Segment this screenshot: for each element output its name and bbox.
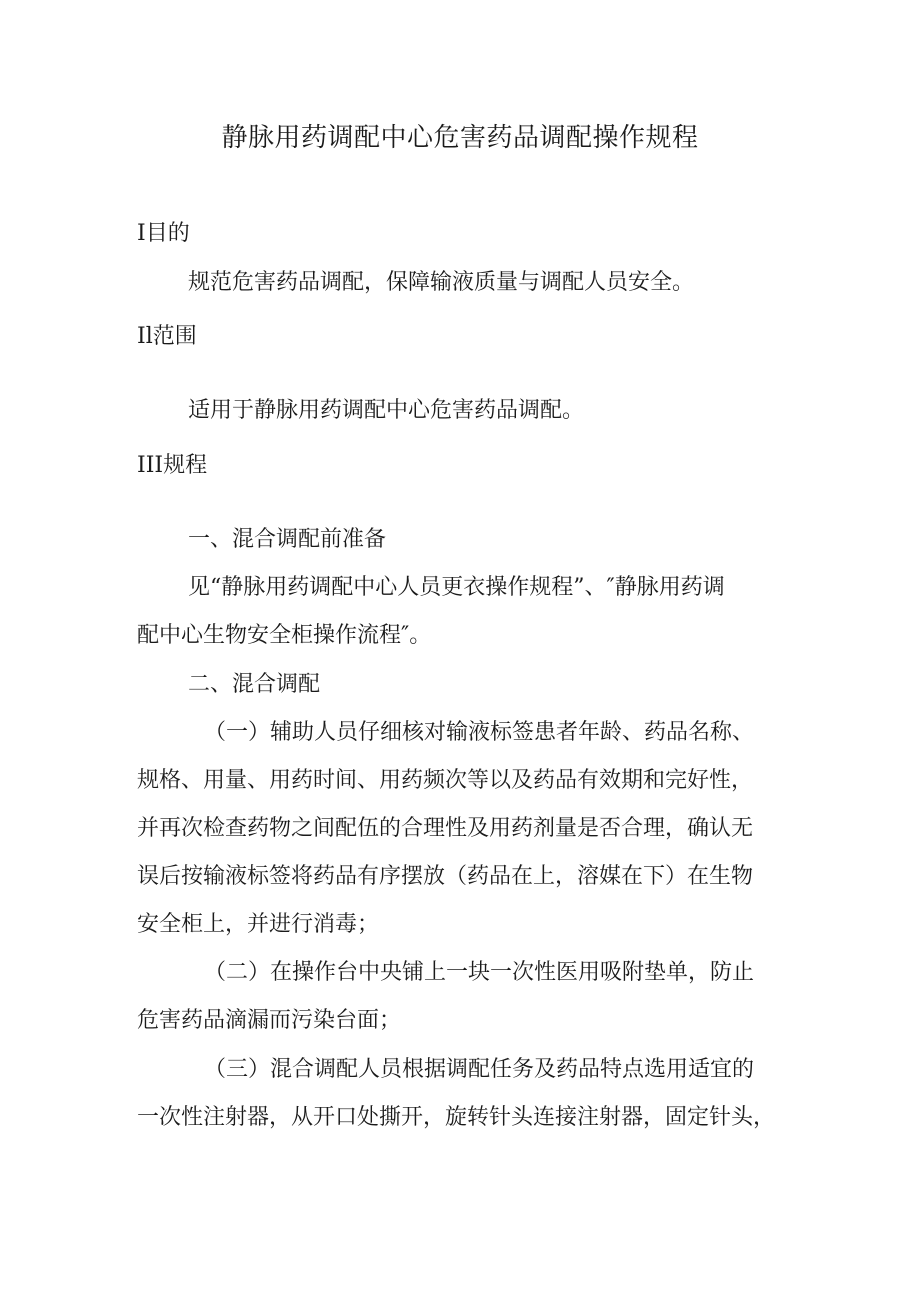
- procedure-heading: III规程: [137, 453, 208, 478]
- step2-item3-line: （三）混合调配人员根据调配任务及药品特点选用适宜的: [204, 1057, 755, 1082]
- step2-heading: 二、混合调配: [188, 672, 321, 697]
- step1-line: 见“静脉用药调配中心人员更衣操作规程”、″静脉用药调: [188, 575, 725, 600]
- step2-item1-line: 安全柜上，并进行消毒；: [137, 912, 380, 937]
- step2-item1-line: 并再次检查药物之间配伍的合理性及用药剂量是否合理，确认无: [137, 816, 754, 841]
- scope-text: 适用于静脉用药调配中心危害药品调配。: [188, 398, 585, 423]
- step2-item2-line: 危害药品滴漏而污染台面；: [137, 1008, 402, 1033]
- step2-item1-line: 误后按输液标签将药品有序摆放（药品在上，溶媒在下）在生物: [137, 864, 754, 889]
- step1-heading: 一、混合调配前准备: [188, 527, 387, 552]
- step2-item3-line: 一次性注射器，从开口处撕开，旋转针头连接注射器，固定针头，: [137, 1105, 776, 1130]
- purpose-heading: I目的: [137, 221, 190, 246]
- document-title: 静脉用药调配中心危害药品调配操作规程: [221, 123, 699, 153]
- purpose-text: 规范危害药品调配，保障输液质量与调配人员安全。: [188, 270, 695, 295]
- step2-item1-line: （一）辅助人员仔细核对输液标签患者年龄、药品名称、: [204, 720, 755, 745]
- step2-item2-line: （二）在操作台中央铺上一块一次性医用吸附垫单，防止: [204, 960, 755, 985]
- scope-heading: Il范围: [137, 324, 197, 349]
- step1-line: 配中心生物安全柜操作流程″。: [137, 623, 432, 648]
- step2-item1-line: 规格、用量、用药时间、用药频次等以及药品有效期和完好性，: [137, 768, 754, 793]
